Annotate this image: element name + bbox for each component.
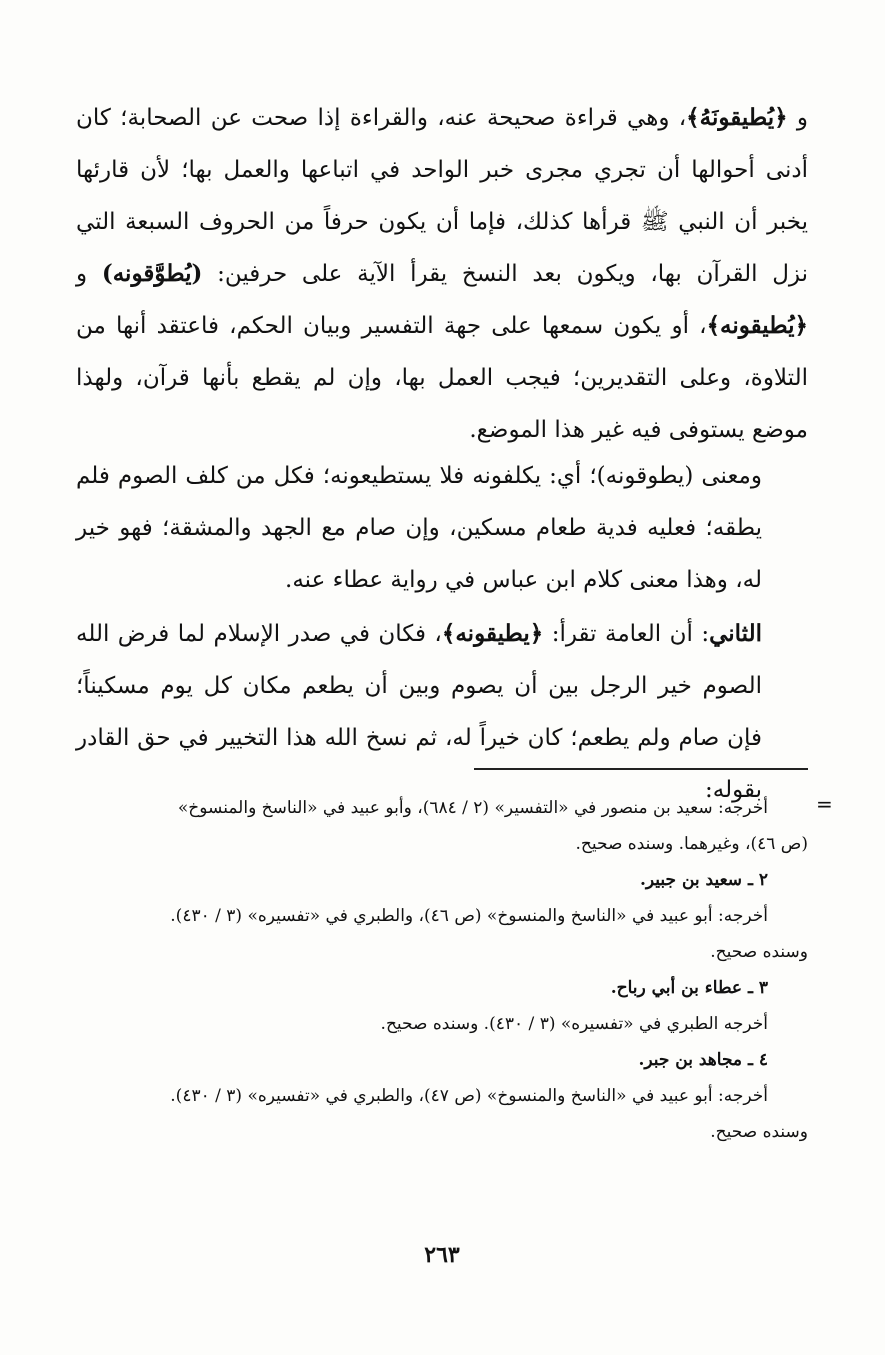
page-number: ٢٦٣	[424, 1242, 460, 1268]
footnote-separator	[474, 768, 808, 770]
main-text	[76, 92, 808, 816]
footnote-line: أخرجه: سعيد بن منصور في «التفسير» (٢ / ٦٨٤)، وأبو عبيد في «الناسخ والمنسوخ»	[177, 798, 768, 818]
footnote-line: أخرجه: أبو عبيد في «الناسخ والمنسوخ» (ص ٤٧)، والطبري في «تفسيره» (٣ / ٤٣٠).	[170, 1086, 768, 1106]
quran-reading: ﴿يُطيقونه﴾	[706, 312, 808, 339]
text-segment: ، فكان في صدر الإسلام لما فرض الله الصوم خير الرجل بين أن يصوم وبين أن يطعم مكان كل يوم مسكيناً؛ فإن صام ولم يطعم؛ كان خيراً له، ثم نسخ الله هذا التخيير في حق القادر بقوله:	[76, 621, 762, 803]
paragraph-2: ومعنى (يطوقونه)؛ أي: يكلفونه فلا يستطيعونه؛ فكل من كلف الصوم فلم يطقه؛ فعليه فدية طعام مسكين، وإن صام مع الجهد والمشقة؛ فهو خير له، وهذا معنى كلام ابن عباس في رواية عطاء عنه.	[76, 463, 762, 593]
footnote-heading: ٤ ـ مجاهد بن جبر.	[638, 1050, 768, 1070]
text-segment: ، وهي قراءة صحيحة عنه، والقراءة إذا صحت عن الصحابة؛ كان أدنى أحوالها أن تجري مجرى خبر الواحد في اتباعها والعمل بها؛ لأن قارئها يخبر أن النبي ﷺ قرأها كذلك، فإما أن يكون حرفاً من الحروف السبعة التي نزل القرآن بها، ويكون بعد النسخ يقرأ الآية على حرفين:	[76, 105, 808, 287]
text-segment: : أن العامة تقرأ:	[543, 621, 710, 647]
paragraph-1	[76, 92, 808, 448]
footnote-line: (ص ٤٦)، وغيرهما. وسنده صحيح.	[575, 834, 808, 854]
footnote-continuation-mark: =	[816, 792, 833, 816]
footnote-line: أخرجه: أبو عبيد في «الناسخ والمنسوخ» (ص ٤٦)، والطبري في «تفسيره» (٣ / ٤٣٠).	[170, 906, 768, 926]
section-lead: الثاني	[709, 620, 763, 647]
footnote-line: وسنده صحيح.	[710, 1122, 808, 1142]
footnote-heading: ٢ ـ سعيد بن جبير.	[639, 870, 768, 890]
footnote-line: وسنده صحيح.	[710, 942, 808, 962]
footnote-line: أخرجه الطبري في «تفسيره» (٣ / ٤٣٠). وسنده صحيح.	[380, 1014, 768, 1034]
quran-reading: ﴿يُطيقونَهُ﴾	[686, 104, 788, 131]
quran-reading: ﴿يطيقونه﴾	[441, 620, 544, 647]
text-segment: ، أو يكون سمعها على جهة التفسير وبيان الحكم، فاعتقد أنها من التلاوة، وعلى التقديرين؛ فيجب العمل بها، وإن لم يقطع بأنها قرآن، ولهذا موضع يستوفى فيه غير هذا الموضع.	[76, 313, 808, 443]
text-segment: و	[76, 261, 102, 287]
footnotes	[76, 790, 808, 1150]
footnote-heading: ٣ ـ عطاء بن أبي رباح.	[610, 978, 768, 998]
text-segment: و	[787, 105, 808, 131]
quran-reading: (يُطوَّقونه)	[101, 260, 203, 287]
paragraph-3	[76, 604, 808, 816]
